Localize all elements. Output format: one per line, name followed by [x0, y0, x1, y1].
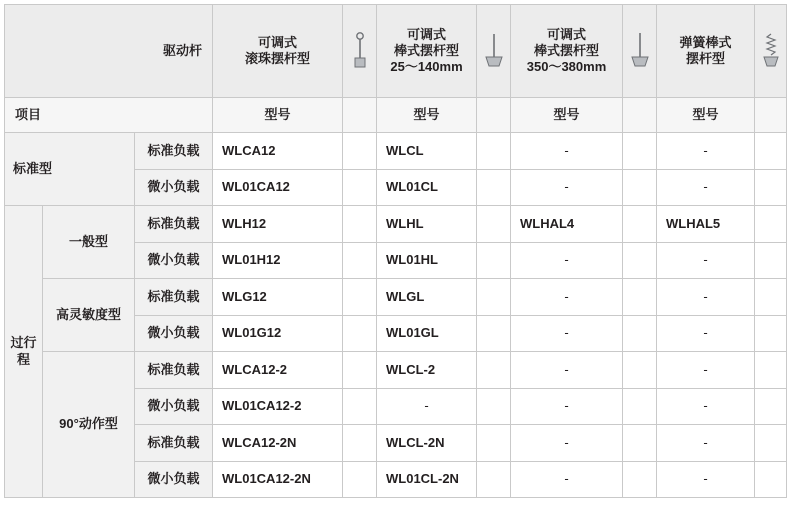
model-value: WL01CA12: [213, 169, 343, 206]
icon-spacer: [343, 279, 377, 316]
model-value: -: [511, 352, 623, 389]
header-col-long-rod-lever: [511, 5, 623, 98]
item-label: 项目: [15, 106, 42, 122]
icon-spacer: [477, 133, 511, 170]
model-value: -: [511, 242, 623, 279]
model-value: WLCL-2N: [377, 425, 477, 462]
icon-spacer: [623, 352, 657, 389]
icon-spacer: [623, 425, 657, 462]
item-model-col-2: 型号: [377, 98, 477, 133]
icon-spacer: [623, 388, 657, 425]
icon-spacer: [623, 206, 657, 243]
icon-spacer: [755, 352, 787, 389]
subgroup-label-general: 一般型: [43, 206, 135, 279]
model-value: WLCA12: [213, 133, 343, 170]
table-row: [5, 206, 787, 243]
header-col-roller-lever: [213, 5, 343, 98]
load-label: 标准负载: [135, 279, 213, 316]
model-value: WLCL: [377, 133, 477, 170]
header-col-roller-lever-line1: 可调式: [257, 34, 297, 50]
icon-spacer: [755, 279, 787, 316]
header-col-spring-rod-lever: [657, 5, 755, 98]
header-col-spring-rod-lever-line2: 摆杆型: [685, 51, 725, 66]
table-row: [5, 133, 787, 170]
header-col-rod-lever-line1: 可调式: [406, 26, 446, 42]
icon-spacer: [623, 133, 657, 170]
item-icon-col-4: [755, 98, 787, 133]
model-value: WLGL: [377, 279, 477, 316]
model-value: -: [511, 461, 623, 498]
load-label: 微小负载: [135, 315, 213, 352]
icon-spacer: [623, 315, 657, 352]
icon-spacer: [343, 242, 377, 279]
model-value: WL01CA12-2N: [213, 461, 343, 498]
model-value: -: [657, 169, 755, 206]
icon-spacer: [343, 169, 377, 206]
rod-lever-icon: [477, 5, 511, 98]
model-value: WL01GL: [377, 315, 477, 352]
model-value: -: [511, 388, 623, 425]
model-value: -: [657, 242, 755, 279]
icon-spacer: [343, 388, 377, 425]
icon-spacer: [623, 242, 657, 279]
load-label: 标准负载: [135, 206, 213, 243]
icon-spacer: [477, 169, 511, 206]
icon-spacer: [755, 461, 787, 498]
item-model-col-4: 型号: [657, 98, 755, 133]
model-value: -: [657, 425, 755, 462]
subgroup-label-high-sensitivity: 高灵敏度型: [43, 279, 135, 352]
icon-spacer: [477, 388, 511, 425]
header-col-long-rod-lever-line3: 350～380mm: [526, 59, 607, 75]
spring-rod-lever-icon: [755, 5, 787, 98]
load-label: 微小负载: [135, 242, 213, 279]
item-label-cell: [5, 98, 213, 133]
table-header-row: [5, 5, 787, 98]
icon-spacer: [477, 315, 511, 352]
icon-spacer: [755, 133, 787, 170]
model-value: WLCA12-2N: [213, 425, 343, 462]
driver-label-cell: [5, 5, 213, 98]
model-value: WL01CA12-2: [213, 388, 343, 425]
roller-lever-icon: [343, 5, 377, 98]
model-value: WLCL-2: [377, 352, 477, 389]
header-col-long-rod-lever-line2: 棒式摆杆型: [533, 42, 599, 58]
load-label: 标准负载: [135, 352, 213, 389]
group-label-standard: 标准型: [5, 133, 135, 206]
header-col-rod-lever: [377, 5, 477, 98]
header-col-roller-lever-line2: 滚珠摆杆型: [244, 51, 310, 66]
icon-spacer: [343, 133, 377, 170]
load-label: 微小负载: [135, 388, 213, 425]
header-col-rod-lever-line2: 棒式摆杆型: [393, 42, 459, 58]
icon-spacer: [477, 425, 511, 462]
model-value: -: [657, 352, 755, 389]
header-col-rod-lever-line3: 25～140mm: [390, 59, 463, 75]
icon-spacer: [623, 279, 657, 316]
model-value: -: [657, 133, 755, 170]
model-value: -: [657, 315, 755, 352]
icon-spacer: [477, 461, 511, 498]
icon-spacer: [755, 206, 787, 243]
item-header-row: [5, 98, 787, 133]
model-value: WL01H12: [213, 242, 343, 279]
icon-spacer: [755, 315, 787, 352]
model-value: WL01HL: [377, 242, 477, 279]
model-value: -: [511, 425, 623, 462]
icon-spacer: [477, 242, 511, 279]
model-value: -: [377, 388, 477, 425]
product-model-table: [4, 4, 787, 498]
icon-spacer: [623, 461, 657, 498]
model-value: WL01CL-2N: [377, 461, 477, 498]
icon-spacer: [755, 425, 787, 462]
icon-spacer: [343, 461, 377, 498]
long-rod-lever-icon: [623, 5, 657, 98]
load-label: 微小负载: [135, 169, 213, 206]
icon-spacer: [623, 169, 657, 206]
icon-spacer: [343, 315, 377, 352]
load-label: 微小负载: [135, 461, 213, 498]
model-value: WLHAL5: [657, 206, 755, 243]
model-value: WLHAL4: [511, 206, 623, 243]
model-value: WLHL: [377, 206, 477, 243]
model-value: -: [657, 279, 755, 316]
table-row: [5, 352, 787, 389]
model-value: WLCA12-2: [213, 352, 343, 389]
model-value: -: [657, 388, 755, 425]
icon-spacer: [755, 169, 787, 206]
icon-spacer: [755, 242, 787, 279]
load-label: 标准负载: [135, 425, 213, 462]
item-icon-col-2: [477, 98, 511, 133]
model-value: -: [511, 279, 623, 316]
model-value: WL01CL: [377, 169, 477, 206]
subgroup-label-90deg: 90°动作型: [43, 352, 135, 498]
model-value: -: [511, 169, 623, 206]
icon-spacer: [343, 425, 377, 462]
icon-spacer: [477, 279, 511, 316]
item-icon-col-1: [343, 98, 377, 133]
model-value: WL01G12: [213, 315, 343, 352]
header-col-spring-rod-lever-line1: 弹簧棒式: [679, 34, 732, 50]
item-model-col-1: 型号: [213, 98, 343, 133]
item-model-col-3: 型号: [511, 98, 623, 133]
group-label-overtravel: 过行程: [5, 206, 43, 498]
table-row: [5, 279, 787, 316]
item-icon-col-3: [623, 98, 657, 133]
icon-spacer: [477, 352, 511, 389]
icon-spacer: [477, 206, 511, 243]
icon-spacer: [343, 206, 377, 243]
model-value: WLH12: [213, 206, 343, 243]
model-value: -: [657, 461, 755, 498]
header-col-long-rod-lever-line1: 可调式: [546, 26, 586, 42]
load-label: 标准负载: [135, 133, 213, 170]
model-value: -: [511, 133, 623, 170]
icon-spacer: [755, 388, 787, 425]
icon-spacer: [343, 352, 377, 389]
driver-label: 驱动杆: [162, 42, 202, 58]
model-value: WLG12: [213, 279, 343, 316]
model-value: -: [511, 315, 623, 352]
